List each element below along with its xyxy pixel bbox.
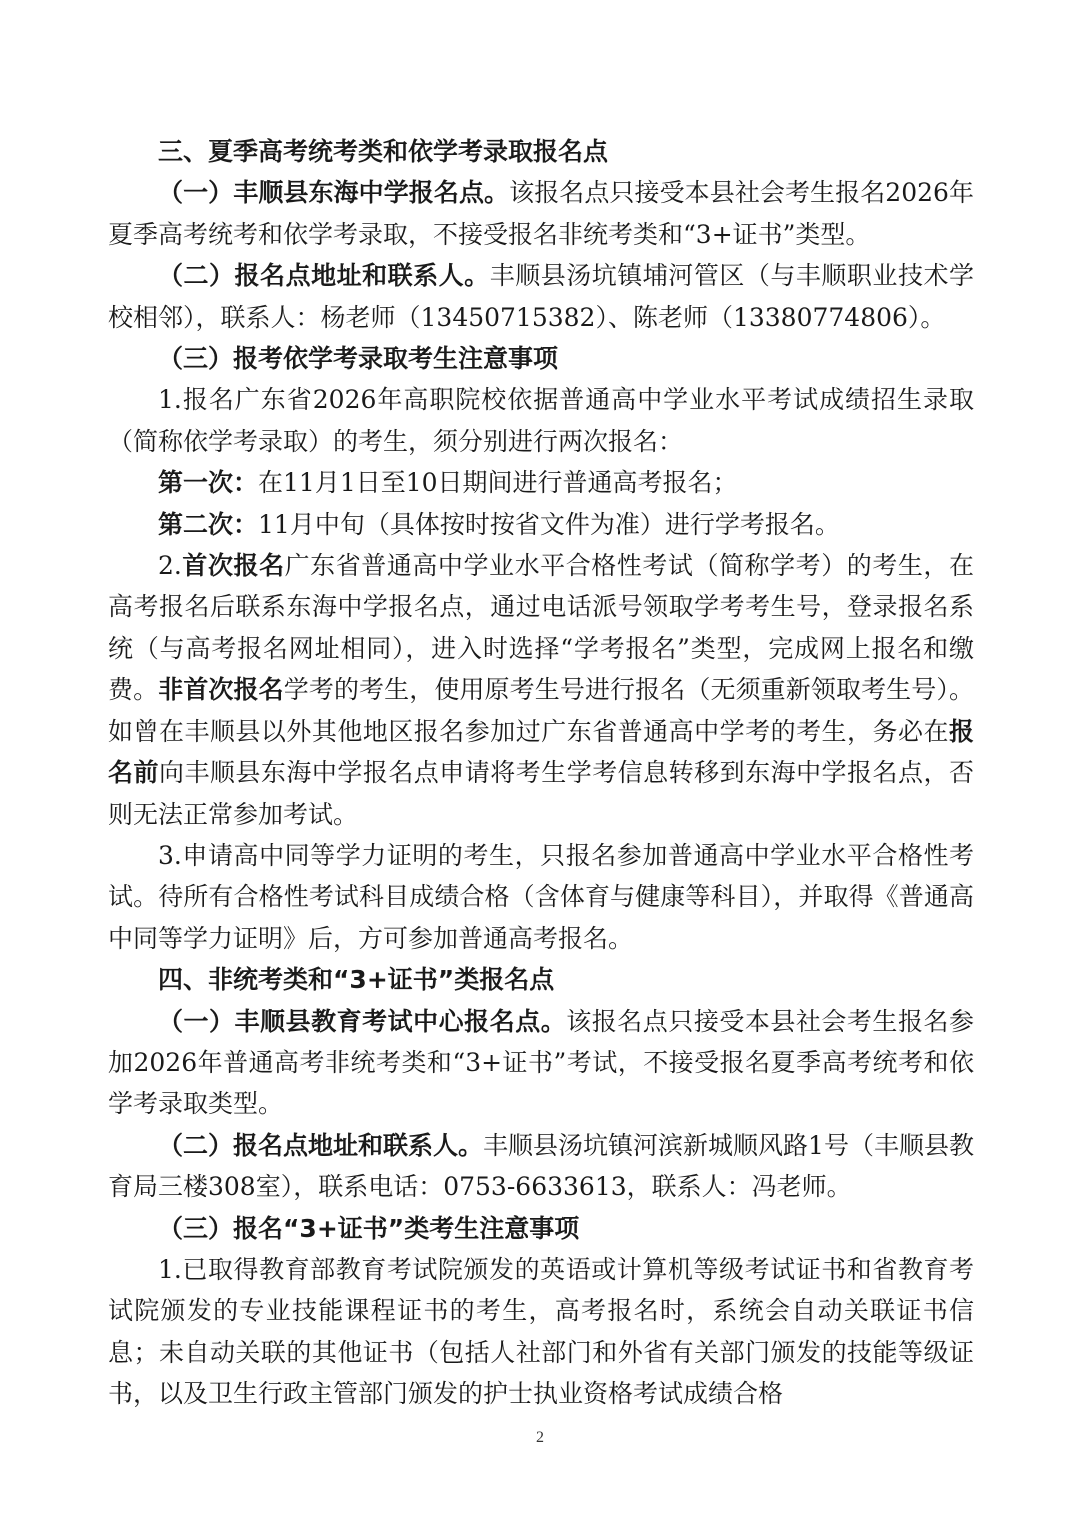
paragraph-lead: （二）报名点地址和联系人。	[158, 261, 490, 291]
paragraph-text: 向丰顺县东海中学报名点申请将考生学考信息转移到东海中学报名点，否则无法正常参加考试。	[108, 758, 974, 829]
paragraph-text: 丰顺县汤坑镇埔河管区（与丰顺职业技术学校相邻），联系人：杨老师（13450715382）、陈老师（13380774806）。	[108, 261, 974, 332]
paragraph-lead: （一）丰顺县教育考试中心报名点。	[158, 1006, 567, 1036]
paragraph-text: 11月中旬（具体按时按省文件为准）进行学考报名。	[258, 509, 840, 539]
second-registration	[108, 504, 974, 545]
paragraph-registration-site	[108, 1001, 974, 1125]
first-registration	[108, 462, 974, 503]
paragraph-text: 学考的考生，使用原考生号进行报名（无须重新领取考生号）。如曾在丰顺县以外其他地区报名参加过广东省普通高中学考的考生，务必在	[108, 675, 974, 746]
paragraph-lead: （三）报名“3+证书”类考生注意事项	[158, 1213, 580, 1243]
list-item-2	[108, 545, 974, 835]
emphasis-repeat-registration: 非首次报名	[158, 675, 284, 705]
paragraph-lead: （二）报名点地址和联系人。	[158, 1130, 484, 1160]
paragraph-text: 丰顺县汤坑镇河滨新城顺风路1号（丰顺县教育局三楼308室），联系电话：0753-6633613，联系人：冯老师。	[108, 1130, 974, 1202]
list-item-3: 3.申请高中同等学力证明的考生，只报名参加普通高中学业水平合格性考试。待所有合格性考试科目成绩合格（含体育与健康等科目），并取得《普通高中同等学力证明》后，方可参加普通高考报名。	[108, 840, 974, 953]
subheading-notes	[108, 1208, 974, 1249]
section-heading-3: 三、夏季高考统考类和依学考录取报名点	[158, 137, 609, 166]
item-number: 2.	[158, 551, 182, 581]
emphasis-first-registration: 首次报名	[181, 551, 285, 581]
list-item-1: 1.已取得教育部教育考试院颁发的英语或计算机等级考试证书和省教育考试院颁发的专业技能课程证书的考生，高考报名时，系统会自动关联证书信息；未自动关联的其他证书（包括人社部门和外省有关部门颁发的技能等级证书，以及卫生行政主管部门颁发的护士执业资格考试成绩合格	[108, 1254, 974, 1409]
document-body	[108, 131, 974, 1415]
page-number: 2	[536, 1429, 544, 1446]
paragraph-address-contact	[108, 1125, 974, 1208]
paragraph-address-contact	[108, 255, 974, 338]
paragraph-text: 在11月1日至10日期间进行普通高考报名；	[258, 468, 738, 498]
paragraph-text: 广东省普通高中学业水平合格性考试（简称学考）的考生，在高考报名后联系东海中学报名点，通过电话派号领取学考考生号，登录报名系统（与高考报名网址相同），进入时选择“学考报名”类型，完成网上报名和缴费。	[108, 551, 974, 705]
paragraph-text: 该报名点只接受本县社会考生报名参加2026年普通高考非统考类和“3+证书”考试，不接受报名夏季高考统考和依学考录取类型。	[108, 1006, 974, 1119]
section-heading-4: 四、非统考类和“3+证书”类报名点	[158, 965, 555, 995]
list-item-1: 1.报名广东省2026年高职院校依据普通高中学业水平考试成绩招生录取（简称依学考录取）的考生，须分别进行两次报名：	[108, 385, 974, 456]
paragraph-text: 该报名点只接受本县社会考生报名2026年夏季高考统考和依学考录取，不接受报名非统考类和“3+证书”类型。	[108, 178, 974, 249]
paragraph-lead: （一）丰顺县东海中学报名点。	[158, 178, 510, 208]
emphasis-before-registration: 报名前	[108, 716, 974, 788]
paragraph-registration-site	[108, 172, 974, 255]
paragraph-lead: （三）报考依学考录取考生注意事项	[158, 344, 559, 374]
paragraph-lead: 第一次：	[158, 468, 259, 498]
paragraph-lead: 第二次：	[158, 509, 259, 539]
subheading-notes	[108, 338, 974, 379]
